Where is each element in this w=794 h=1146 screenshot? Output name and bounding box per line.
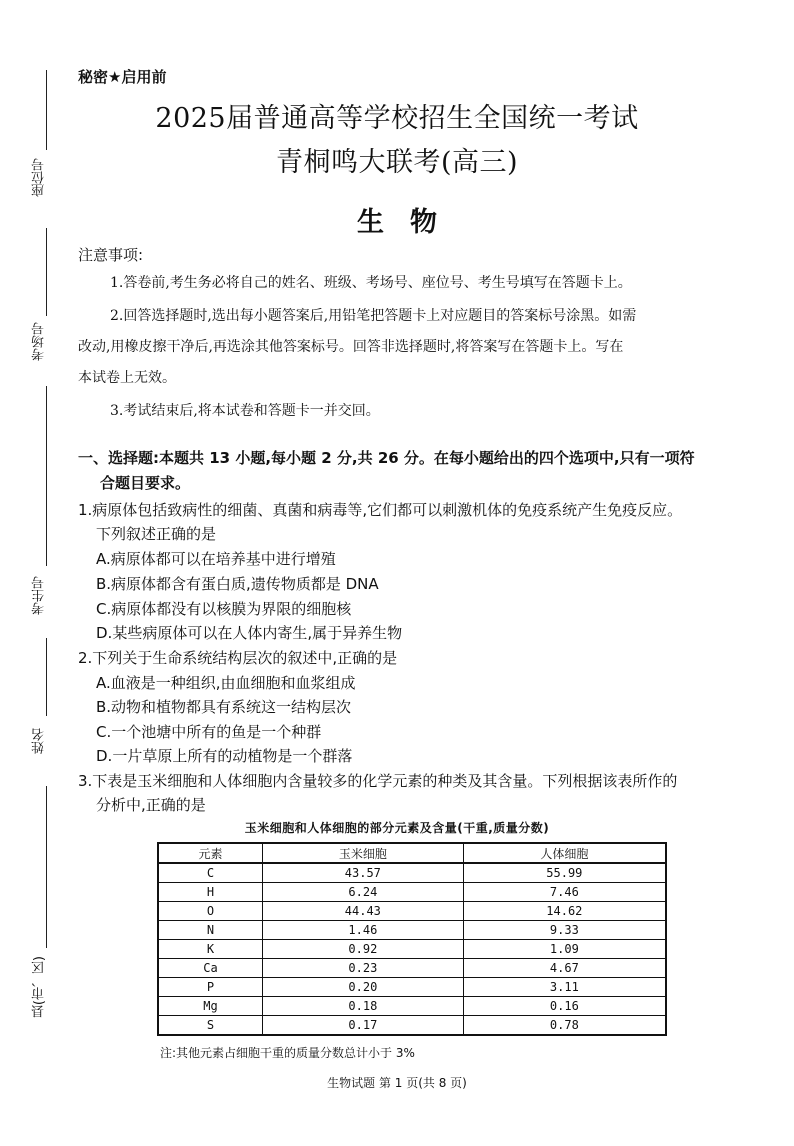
- q1-option-a: A.病原体都可以在培养基中进行增殖: [96, 550, 336, 568]
- table-row: [158, 978, 666, 997]
- table-header-row: [158, 843, 666, 863]
- q2-option-a: A.血液是一种组织,由血细胞和血浆组成: [96, 674, 356, 692]
- cell-element: S: [158, 1016, 262, 1036]
- table-row: [158, 902, 666, 921]
- cell-element: P: [158, 978, 262, 997]
- section-heading: 一、选择题:本题共 13 小题,每小题 2 分,共 26 分。在每小题给出的四个选项中,只有一项符: [78, 449, 695, 467]
- exam-subtitle: 青桐鸣大联考(高三): [275, 147, 519, 178]
- student-id-label: 考生号: [32, 576, 47, 615]
- q2-option-d: D.一片草原上所有的动植物是一个群落: [96, 747, 353, 765]
- element-table: [157, 842, 667, 1036]
- cell-corn: 43.57: [262, 863, 463, 883]
- q2-option-b: B.动物和植物都具有系统这一结构层次: [96, 698, 352, 716]
- cell-element: C: [158, 863, 262, 883]
- q3-stem-cont: 分析中,正确的是: [96, 796, 206, 814]
- q2-option-c: C.一个池塘中所有的鱼是一个种群: [96, 723, 322, 741]
- notice-item-2-line-1: 2.回答选择题时,选出每小题答案后,用铅笔把答题卡上对应题目的答案标号涂黑。如需: [110, 308, 637, 324]
- cell-corn: 0.92: [262, 940, 463, 959]
- county-line[interactable]: [46, 786, 47, 948]
- name-label: 姓名: [32, 728, 47, 754]
- exam-room-line[interactable]: [46, 228, 47, 316]
- name-line[interactable]: [46, 638, 47, 716]
- notice-item-2-line-3: 本试卷上无效。: [78, 370, 176, 386]
- cell-human: 0.16: [463, 997, 666, 1016]
- cell-element: Ca: [158, 959, 262, 978]
- notice-body: [78, 268, 738, 427]
- cell-human: 3.11: [463, 978, 666, 997]
- table-note: 注:其他元素占细胞干重的质量分数总计小于 3%: [160, 1046, 415, 1060]
- header-corn: 玉米细胞: [262, 843, 463, 863]
- secret-mark: 秘密★启用前: [78, 68, 167, 86]
- notice-item-3: 3.考试结束后,将本试卷和答题卡一并交回。: [110, 403, 380, 419]
- cell-corn: 0.23: [262, 959, 463, 978]
- exam-title: 2025届普通高等学校招生全国统一考试: [155, 103, 639, 134]
- cell-human: 9.33: [463, 921, 666, 940]
- q1-option-c: C.病原体都没有以核膜为界限的细胞核: [96, 600, 352, 618]
- cell-corn: 0.20: [262, 978, 463, 997]
- table-row: [158, 997, 666, 1016]
- cell-corn: 44.43: [262, 902, 463, 921]
- q3-stem: 3.下表是玉米细胞和人体细胞内含量较多的化学元素的种类及其含量。下列根据该表所作的: [78, 772, 678, 790]
- q2-stem: 2.下列关于生命系统结构层次的叙述中,正确的是: [78, 649, 398, 667]
- cell-element: Mg: [158, 997, 262, 1016]
- cell-human: 7.46: [463, 883, 666, 902]
- cell-human: 14.62: [463, 902, 666, 921]
- header-element: 元素: [158, 843, 262, 863]
- cell-human: 4.67: [463, 959, 666, 978]
- cell-human: 1.09: [463, 940, 666, 959]
- table-row: [158, 940, 666, 959]
- cell-element: H: [158, 883, 262, 902]
- county-label: 县(市、区): [32, 956, 47, 1019]
- table-row: [158, 921, 666, 940]
- cell-corn: 0.17: [262, 1016, 463, 1036]
- table-row: [158, 959, 666, 978]
- header-human: 人体细胞: [463, 843, 666, 863]
- q1-option-b: B.病原体都含有蛋白质,遗传物质都是 DNA: [96, 575, 379, 593]
- notice-item-2-line-2: 改动,用橡皮擦干净后,再选涂其他答案标号。回答非选择题时,将答案写在答题卡上。写在: [78, 339, 624, 355]
- cell-corn: 6.24: [262, 883, 463, 902]
- cell-human: 0.78: [463, 1016, 666, 1036]
- cell-element: N: [158, 921, 262, 940]
- cell-corn: 1.46: [262, 921, 463, 940]
- q1-stem: 1.病原体包括致病性的细菌、真菌和病毒等,它们都可以刺激机体的免疫系统产生免疫反应。: [78, 501, 683, 519]
- q1-option-d: D.某些病原体可以在人体内寄生,属于异养生物: [96, 624, 403, 642]
- notice-item-1: 1.答卷前,考生务必将自己的姓名、班级、考场号、座位号、考生号填写在答题卡上。: [110, 275, 632, 291]
- cell-element: K: [158, 940, 262, 959]
- student-id-line[interactable]: [46, 386, 47, 566]
- q1-stem-cont: 下列叙述正确的是: [96, 525, 217, 543]
- table-row: [158, 863, 666, 883]
- section-heading-cont: 合题目要求。: [100, 474, 191, 492]
- seat-label: 座位号: [32, 158, 47, 197]
- table-caption: 玉米细胞和人体细胞的部分元素及含量(干重,质量分数): [244, 821, 550, 835]
- cell-element: O: [158, 902, 262, 921]
- table-row: [158, 883, 666, 902]
- notice-title: 注意事项:: [78, 246, 144, 264]
- table-row: [158, 1016, 666, 1036]
- subject-title: 生物: [357, 207, 463, 238]
- cell-corn: 0.18: [262, 997, 463, 1016]
- cell-human: 55.99: [463, 863, 666, 883]
- page-footer: 生物试题 第 1 页(共 8 页): [327, 1076, 467, 1090]
- exam-room-label: 考场号: [32, 322, 47, 361]
